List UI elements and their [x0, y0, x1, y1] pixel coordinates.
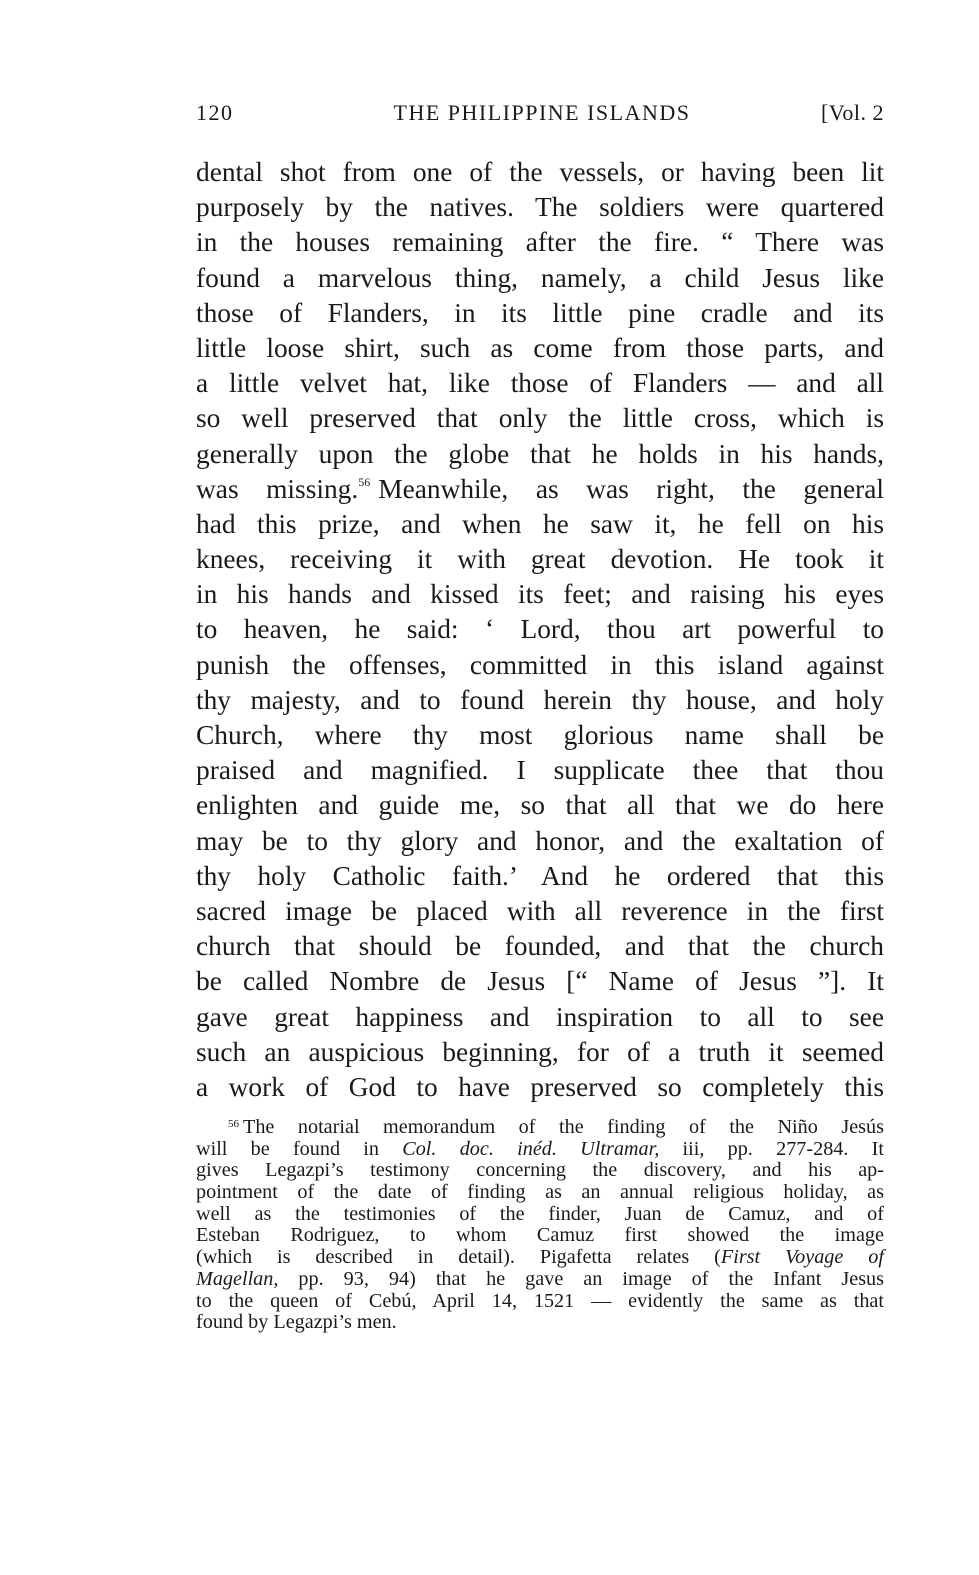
text-segment: Meanwhile, as was right, the general: [378, 473, 884, 504]
text-line: such an auspicious beginning, for of a truth it seemed: [196, 1036, 884, 1067]
text-line: church that should be founded, and that the church: [196, 931, 884, 962]
footnotes: [196, 1117, 884, 1334]
text-line: found a marvelous thing, namely, a child Jesus like: [196, 262, 884, 293]
footnote-line: [196, 1160, 884, 1182]
footnote-line: [196, 1247, 884, 1269]
text-line: a little velvet hat, like those of Flanders — and all: [196, 368, 884, 399]
text-line: thy majesty, and to found herein thy house, and holy: [196, 684, 884, 715]
text-line: gave great happiness and inspiration to all to see: [196, 1001, 884, 1032]
footnote-text: iii, pp. 277-284. It: [659, 1137, 885, 1160]
text-line: generally upon the globe that he holds in his hands,: [196, 438, 884, 469]
footnote-line: [196, 1291, 884, 1313]
text-line: punish the offenses, committed in this island against: [196, 649, 884, 680]
text-line: Church, where thy most glorious name shall be: [196, 720, 884, 750]
footnote-text: Esteban Rodriguez, to whom Camuz first showed the image: [196, 1224, 884, 1247]
footnote-text: pp. 93, 94) that he gave an image of the Infant Jesus: [278, 1267, 884, 1290]
footnote-text: pointment of the date of finding as an annual religious holiday, as: [196, 1181, 884, 1204]
footnote-line: [196, 1312, 884, 1334]
footnote-text: found by Legazpi’s men.: [196, 1311, 397, 1334]
text-line: sacred image be placed with all reverence in the first: [196, 895, 884, 926]
footnote-line: [196, 1269, 884, 1291]
text-line: dental shot from one of the vessels, or having been lit: [196, 157, 884, 187]
footnote-text: to the queen of Cebú, April 14, 1521 — evidently the same as that: [196, 1289, 884, 1312]
text-line: knees, receiving it with great devotion. He took it: [196, 544, 884, 575]
text-line: in his hands and kissed its feet; and raising his eyes: [196, 579, 884, 610]
text-line: praised and magnified. I supplicate thee that thou: [196, 755, 884, 786]
text-line: in the houses remaining after the fire. “ There was: [196, 227, 884, 258]
footnote-line: [196, 1204, 884, 1226]
text-line: little loose shirt, such as come from those parts, and: [196, 332, 884, 363]
volume-label: [Vol. 2: [821, 100, 884, 125]
footnote-text: will be found in: [196, 1137, 403, 1160]
text-line: [196, 472, 884, 507]
footnote-line: [196, 1139, 884, 1161]
running-header: [196, 100, 884, 130]
page-number: 120: [196, 100, 234, 125]
text-line: so well preserved that only the little cross, which is: [196, 403, 884, 434]
text-segment: was missing.: [196, 473, 359, 504]
main-text: [196, 155, 884, 1105]
footnote-text: gives Legazpi’s testimony concerning the discovery, and his ap-: [196, 1159, 884, 1182]
text-line: a work of God to have preserved so completely this: [196, 1071, 884, 1102]
footnote-text: well as the testimonies of the finder, Juan de Camuz, and of: [196, 1202, 884, 1225]
running-title: THE PHILIPPINE ISLANDS: [393, 100, 691, 125]
footnote-line: [196, 1225, 884, 1247]
text-line: enlighten and guide me, so that all that we do here: [196, 790, 884, 821]
footnote-line: [196, 1182, 884, 1204]
text-line: thy holy Catholic faith.’ And he ordered that this: [196, 860, 884, 891]
footnote-reference: 56: [358, 474, 371, 489]
citation-title: First Voyage of: [720, 1246, 884, 1269]
text-line: those of Flanders, in its little pine cradle and its: [196, 297, 884, 328]
text-line: had this prize, and when he saw it, he fell on his: [196, 508, 884, 539]
citation-title: Col. doc. inéd. Ultramar,: [402, 1137, 660, 1160]
text-line: may be to thy glory and honor, and the exaltation of: [196, 825, 884, 856]
citation-title: Magellan,: [196, 1267, 279, 1290]
footnote-text: (which is described in detail). Pigafetta relates (: [196, 1246, 721, 1269]
footnote-line: [196, 1117, 884, 1139]
footnote-text: The notarial memorandum of the finding of the Niño Jesús: [243, 1116, 884, 1138]
text-line: purposely by the natives. The soldiers were quartered: [196, 192, 884, 223]
text-line: to heaven, he said: ‘ Lord, thou art powerful to: [196, 614, 884, 645]
footnote-marker: 56: [228, 1118, 239, 1130]
text-line: be called Nombre de Jesus [“ Name of Jesus ”]. It: [196, 966, 884, 997]
